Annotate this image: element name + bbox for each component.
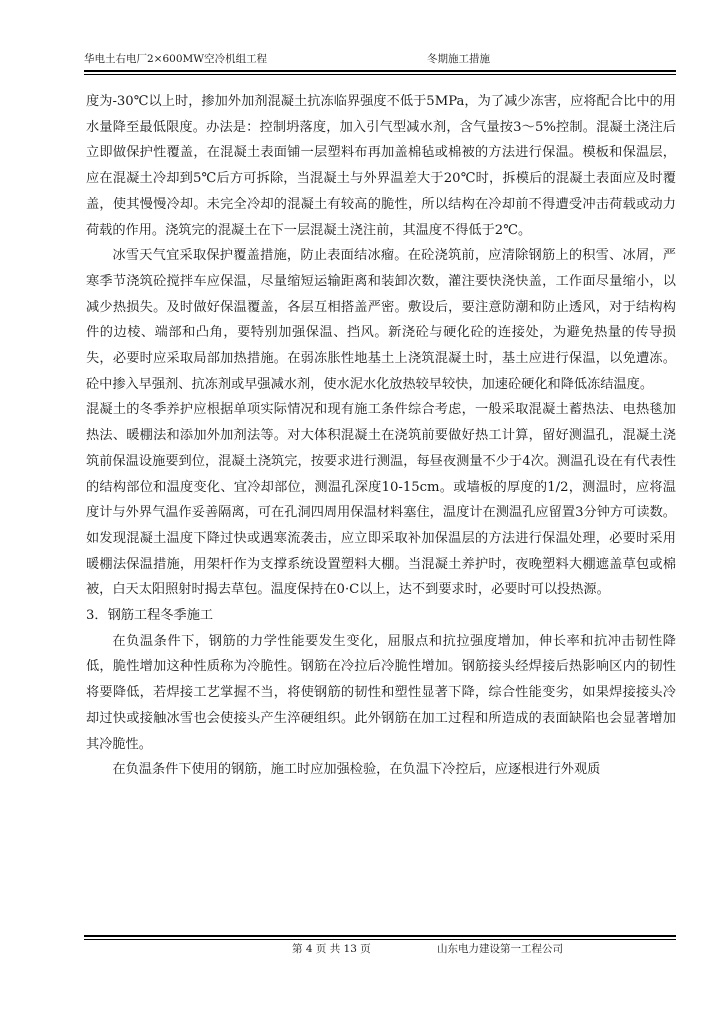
footer-rule [84,935,676,937]
company-name: 山东电力建设第一工程公司 [437,943,563,955]
paragraph-winter-curing: 混凝土的冬季养护应根据单项实际情况和现有施工条件综合考虑，一般采取混凝土蓄热法、电热毯加热法、暖棚法和添加外加剂法等。对大体积混凝土在浇筑前要做好热工计算，留好测温孔，混凝土浇筑前保温设施要到位，混凝土浇筑完，按要求进行测温，每昼夜测量不少于4次。测温孔设在有代表性的结构部位和温度变化、宜冷却部位，测温孔深度10-15cm。或墙板的厚度的1/2，测温时，应将温度计与外界气温作妥善隔离，可在孔洞四周用保温材料塞住，温度计在测温孔应留置3分钟方可读数。如发现混凝土温度下降过快或遇寒流袭击，应立即采取补加保温层的方法进行保温处理，必要时采用暖棚法保温措施，用架杆作为支撑系统设置塑料大棚。当混凝土养护时，夜晚塑料大棚遮盖草包或棉被，白天太阳照射时揭去草包。温度保持在0·C以上，达不到要求时，必要时可以投热源。 [86,402,676,598]
paragraph-concrete-cold-mix: 度为-30℃以上时，掺加外加剂混凝土抗冻临界强度不低于5MPa，为了减少冻害，应将配合比中的用水量降至最低限度。办法是：控制坍落度，加入引气型减水剂，含气量按3～5%控制。混凝土浇注后立即做保护性覆盖，在混凝土表面铺一层塑料布再加盖棉毡或棉被的方法进行保温。模板和保温层，应在混凝土冷却到5℃后方可拆除，当混凝土与外界温差大于20℃时，拆模后的混凝土表面应及时覆盖，使其慢慢冷却。未完全冷却的混凝土有较高的脆性，所以结构在冷却前不得遭受冲击荷载或动力荷载的作用。浇筑完的混凝土在下一层混凝土浇注前，其温度不得低于2℃。 [86,94,676,238]
paragraph-rebar-inspection: 在负温条件下使用的钢筋，施工时应加强检验，在负温下冷控后，应逐根进行外观质 [112,762,601,778]
document-body [86,89,676,783]
project-title: 华电土右电厂2×600MW空冷机组工程 [84,53,268,65]
paragraph-rebar-cold-brittleness: 在负温条件下，钢筋的力学性能要发生变化，屈服点和抗拉强度增加，伸长率和抗冲击韧性降低，脆性增加这种性质称为冷脆性。钢筋在冷拉后冷脆性增加。钢筋接头经焊接后热影响区内的韧性将要降低，若焊接工艺掌握不当，将使钢筋的韧性和塑性显著下降，综合性能变劣，如果焊接接头冷却过快或接触冰雪也会使接头产生淬硬组织。此外钢筋在加工过程和所造成的表面缺陷也会显著增加其冷脆性。 [86,633,676,752]
header-rule-thin [84,74,676,75]
footer-rule-thin [84,939,676,940]
section-title: 冬期施工措施 [427,53,490,65]
section-heading-rebar-winter: 3．钢筋工程冬季施工 [86,608,214,624]
page-number: 第 4 页 共 13 页 [292,943,371,955]
paragraph-snow-protection: 冰雪天气宜采取保护覆盖措施，防止表面结冰瘤。在砼浇筑前，应清除钢筋上的积雪、冰屑，严寒季节浇筑砼搅拌车应保温，尽量缩短运输距离和装卸次数，灌注要快浇快盖，工作面尽量缩小，以减少热损失。及时做好保温覆盖，各层互相搭盖严密。敷设后，要注意防潮和防止透风，对于结构构件的边棱、端部和凸角，要特别加强保温、挡风。新浇砼与硬化砼的连接处，为避免热量的传导损失，必要时应采取局部加热措施。在弱冻胀性地基土上浇筑混凝土时，基土应进行保温，以免遭冻。砼中掺入早强剂、抗冻剂或早强减水剂，使水泥水化放热较早较快，加速砼硬化和降低冻结温度。 [86,248,676,392]
page-footer [84,941,676,957]
header-rule [84,70,676,72]
page-header [84,50,676,68]
